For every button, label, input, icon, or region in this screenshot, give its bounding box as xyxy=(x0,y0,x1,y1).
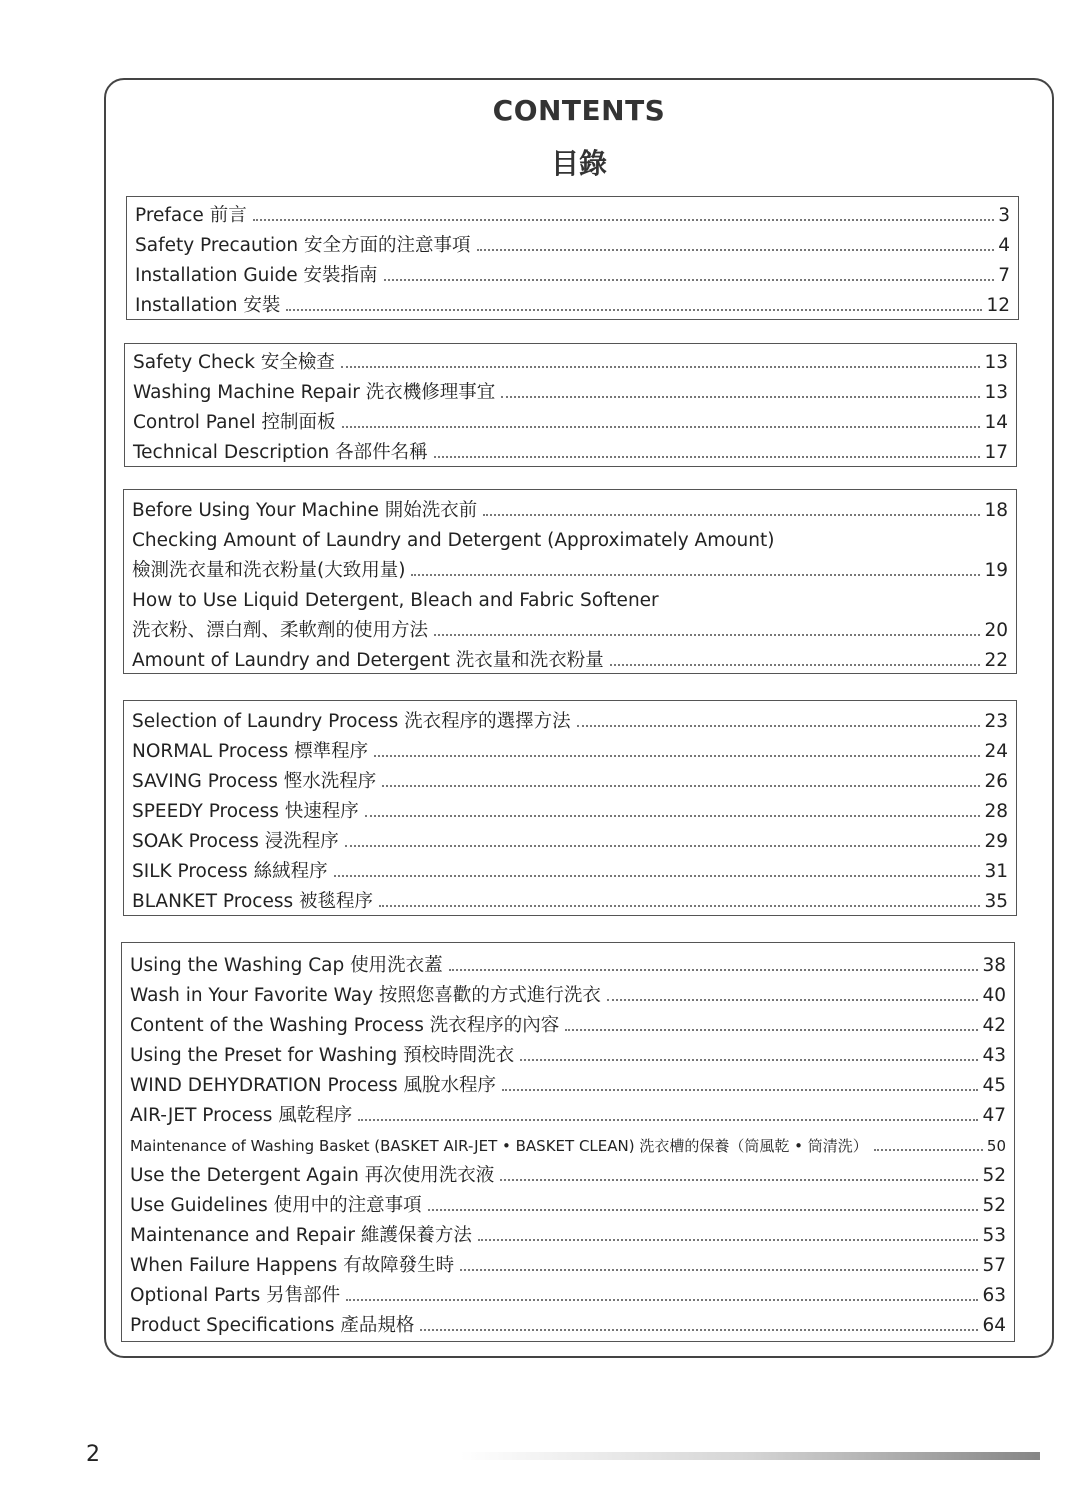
dot-leader xyxy=(345,845,981,847)
entry-label: Product Specifications 產品規格 xyxy=(130,1315,415,1336)
entry-page: 64 xyxy=(982,1315,1006,1336)
toc-entry[interactable] xyxy=(133,404,1008,434)
toc-entry[interactable] xyxy=(130,1037,1006,1067)
toc-entry-heading xyxy=(132,582,1008,612)
toc-entry[interactable] xyxy=(130,1157,1006,1187)
entry-label: SPEEDY Process 快速程序 xyxy=(132,801,359,822)
toc-entry[interactable] xyxy=(132,733,1008,763)
entry-page: 50 xyxy=(986,1137,1006,1155)
toc-section-2 xyxy=(124,343,1017,467)
contents-title-chinese: 目錄 xyxy=(550,147,607,180)
entry-page: 18 xyxy=(984,500,1008,521)
toc-entry[interactable] xyxy=(132,883,1008,913)
toc-section-3 xyxy=(123,489,1017,674)
dot-leader xyxy=(374,755,980,757)
dot-leader xyxy=(434,456,981,458)
page-number: 2 xyxy=(86,1442,100,1467)
dot-leader xyxy=(411,574,980,576)
entry-label: 檢測洗衣量和洗衣粉量(大致用量) xyxy=(132,560,406,581)
entry-page: 63 xyxy=(982,1285,1006,1306)
toc-entry[interactable] xyxy=(133,434,1008,464)
dot-leader xyxy=(460,1269,978,1271)
dot-leader xyxy=(358,1119,978,1121)
toc-entry[interactable] xyxy=(130,1007,1006,1037)
entry-page: 52 xyxy=(982,1165,1006,1186)
dot-leader xyxy=(502,1089,978,1091)
entry-label: SAVING Process 慳水洗程序 xyxy=(132,771,377,792)
toc-entry[interactable] xyxy=(132,552,1008,582)
toc-entry[interactable] xyxy=(130,947,1006,977)
entry-label: Use Guidelines 使用中的注意事項 xyxy=(130,1195,422,1216)
entry-page: 35 xyxy=(984,891,1008,912)
entry-label: BLANKET Process 被毯程序 xyxy=(132,891,373,912)
toc-entry[interactable] xyxy=(132,642,1008,672)
toc-entry[interactable] xyxy=(132,853,1008,883)
entry-label: Installation 安裝 xyxy=(135,295,281,316)
entry-page: 20 xyxy=(984,620,1008,641)
entry-label: Wash in Your Favorite Way 按照您喜歡的方式進行洗衣 xyxy=(130,985,601,1006)
dot-leader xyxy=(346,1299,978,1301)
entry-page: 24 xyxy=(984,741,1008,762)
entry-label: AIR-JET Process 風乾程序 xyxy=(130,1105,353,1126)
entry-page: 53 xyxy=(982,1225,1006,1246)
dot-leader xyxy=(382,785,980,787)
toc-entry[interactable] xyxy=(130,1187,1006,1217)
entry-label: Use the Detergent Again 再次使用洗衣液 xyxy=(130,1165,495,1186)
dot-leader xyxy=(483,514,980,516)
dot-leader xyxy=(565,1029,978,1031)
toc-entry[interactable] xyxy=(130,1127,1006,1157)
toc-entry[interactable] xyxy=(130,1097,1006,1127)
dot-leader xyxy=(342,426,981,428)
entry-label: Maintenance and Repair 維護保養方法 xyxy=(130,1225,472,1246)
entry-label: Using the Preset for Washing 預校時間洗衣 xyxy=(130,1045,515,1066)
entry-label: How to Use Liquid Detergent, Bleach and Fabric Softener xyxy=(132,590,659,611)
dot-leader xyxy=(500,1179,978,1181)
entry-page: 13 xyxy=(984,352,1008,373)
entry-label: Safety Check 安全檢查 xyxy=(133,352,335,373)
entry-label: Checking Amount of Laundry and Detergent (Approximately Amount) xyxy=(132,530,775,551)
entry-page: 29 xyxy=(984,831,1008,852)
toc-entry[interactable] xyxy=(130,1067,1006,1097)
entry-label: SILK Process 絲絨程序 xyxy=(132,861,328,882)
entry-page: 19 xyxy=(984,560,1008,581)
dot-leader xyxy=(341,366,981,368)
entry-label: Installation Guide 安裝指南 xyxy=(135,265,378,286)
entry-label: WIND DEHYDRATION Process 風脫水程序 xyxy=(130,1075,497,1096)
dot-leader xyxy=(434,634,980,636)
toc-entry[interactable] xyxy=(132,492,1008,522)
dot-leader xyxy=(334,875,981,877)
dot-leader xyxy=(607,999,979,1001)
entry-label: Using the Washing Cap 使用洗衣蓋 xyxy=(130,955,443,976)
toc-entry[interactable] xyxy=(132,823,1008,853)
toc-entry[interactable] xyxy=(132,612,1008,642)
entry-page: 17 xyxy=(984,442,1008,463)
toc-section-4 xyxy=(123,700,1017,916)
entry-page: 4 xyxy=(998,235,1010,256)
entry-label: Control Panel 控制面板 xyxy=(133,412,336,433)
entry-label: NORMAL Process 標準程序 xyxy=(132,741,369,762)
dot-leader xyxy=(253,219,995,221)
entry-label: Content of the Washing Process 洗衣程序的內容 xyxy=(130,1015,560,1036)
dot-leader xyxy=(478,1239,979,1241)
entry-label: When Failure Happens 有故障發生時 xyxy=(130,1255,455,1276)
entry-page: 23 xyxy=(984,711,1008,732)
dot-leader xyxy=(286,309,982,311)
entry-label: Maintenance of Washing Basket (BASKET AIR-JET • BASKET CLEAN) 洗衣槽的保養（筒風乾 • 筒清洗） xyxy=(130,1137,868,1155)
entry-page: 38 xyxy=(982,955,1006,976)
toc-entry[interactable] xyxy=(135,287,1010,317)
toc-entry[interactable] xyxy=(130,1277,1006,1307)
toc-entry[interactable] xyxy=(130,1217,1006,1247)
dot-leader xyxy=(449,969,979,971)
entry-label: SOAK Process 浸洗程序 xyxy=(132,831,339,852)
scan-artifact-bar xyxy=(460,1452,1040,1460)
entry-label: Preface 前言 xyxy=(135,205,247,226)
entry-label: Washing Machine Repair 洗衣機修理事宜 xyxy=(133,382,496,403)
entry-page: 47 xyxy=(982,1105,1006,1126)
entry-page: 52 xyxy=(982,1195,1006,1216)
toc-entry-heading xyxy=(132,522,1008,552)
toc-entry[interactable] xyxy=(133,374,1008,404)
toc-section-5 xyxy=(121,942,1015,1342)
dot-leader xyxy=(379,905,980,907)
toc-entry[interactable] xyxy=(133,344,1008,374)
entry-page: 7 xyxy=(998,265,1010,286)
toc-section-1 xyxy=(126,196,1019,320)
contents-title: CONTENTS xyxy=(492,94,666,127)
entry-page: 43 xyxy=(982,1045,1006,1066)
toc-entry[interactable] xyxy=(132,793,1008,823)
entry-page: 14 xyxy=(984,412,1008,433)
entry-page: 12 xyxy=(986,295,1010,316)
dot-leader xyxy=(577,725,981,727)
toc-entry[interactable] xyxy=(130,1307,1006,1337)
toc-entry[interactable] xyxy=(130,977,1006,1007)
entry-label: Before Using Your Machine 開始洗衣前 xyxy=(132,500,478,521)
entry-label: 洗衣粉、漂白劑、柔軟劑的使用方法 xyxy=(132,620,429,641)
dot-leader xyxy=(477,249,995,251)
entry-label: Safety Precaution 安全方面的注意事項 xyxy=(135,235,471,256)
entry-page: 40 xyxy=(982,985,1006,1006)
entry-page: 3 xyxy=(998,205,1010,226)
toc-entry[interactable] xyxy=(130,1247,1006,1277)
entry-label: Amount of Laundry and Detergent 洗衣量和洗衣粉量 xyxy=(132,650,604,671)
entry-label: Selection of Laundry Process 洗衣程序的選擇方法 xyxy=(132,711,571,732)
entry-page: 45 xyxy=(982,1075,1006,1096)
entry-page: 13 xyxy=(984,382,1008,403)
entry-label: Optional Parts 另售部件 xyxy=(130,1285,341,1306)
toc-entry[interactable] xyxy=(132,763,1008,793)
entry-page: 31 xyxy=(984,861,1008,882)
entry-page: 28 xyxy=(984,801,1008,822)
dot-leader xyxy=(428,1209,979,1211)
dot-leader xyxy=(365,815,981,817)
entry-label: Technical Description 各部件名稱 xyxy=(133,442,428,463)
toc-entry[interactable] xyxy=(135,257,1010,287)
dot-leader xyxy=(610,664,981,666)
dot-leader xyxy=(520,1059,978,1061)
entry-page: 22 xyxy=(984,650,1008,671)
entry-page: 26 xyxy=(984,771,1008,792)
entry-page: 42 xyxy=(982,1015,1006,1036)
dot-leader xyxy=(384,279,995,281)
dot-leader xyxy=(420,1329,978,1331)
dot-leader xyxy=(501,396,980,398)
entry-page: 57 xyxy=(982,1255,1006,1276)
toc-entry[interactable] xyxy=(132,703,1008,733)
dot-leader xyxy=(874,1149,983,1151)
toc-entry[interactable] xyxy=(135,197,1010,227)
toc-entry[interactable] xyxy=(135,227,1010,257)
